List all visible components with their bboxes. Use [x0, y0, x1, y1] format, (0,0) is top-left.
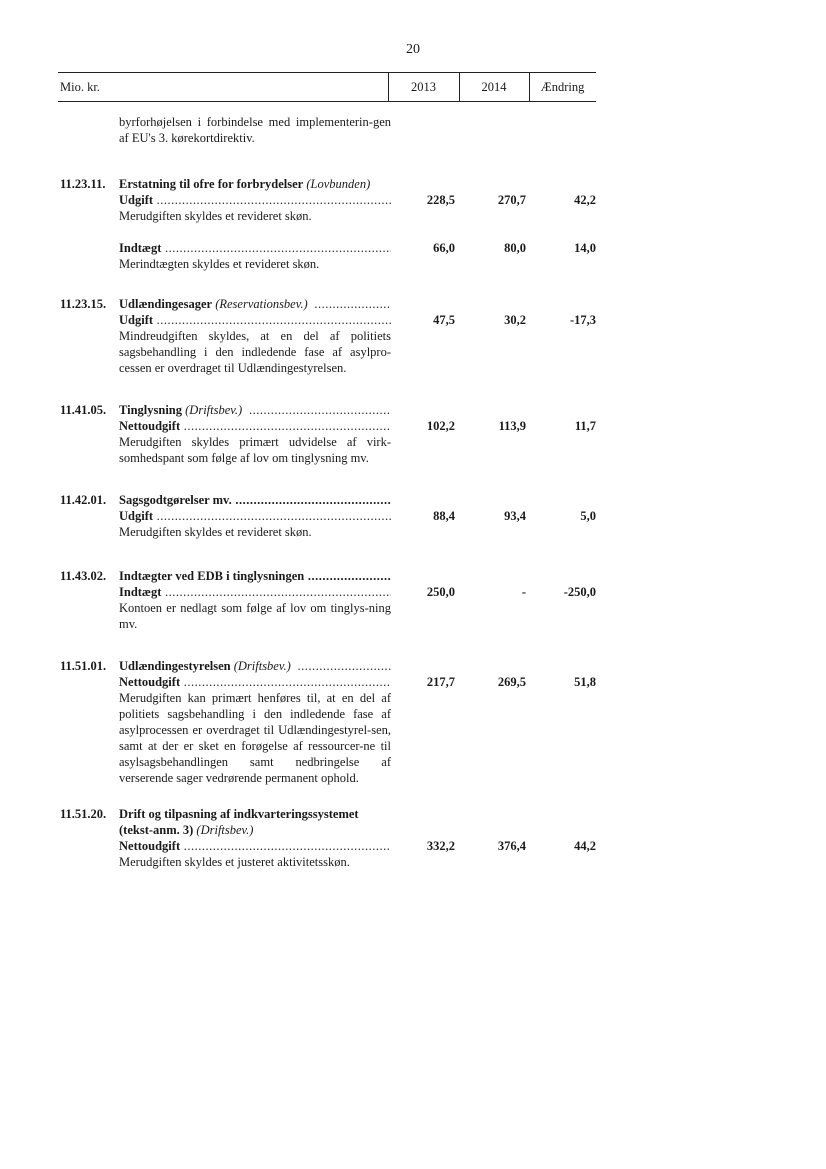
line-description: Mindreudgiften skyldes, at en del af politiets sagsbehandling i den indledende fase af asylpro-cessen er overdraget til Udlændingestyrelsen. [119, 329, 391, 375]
account-entry [60, 296, 596, 376]
account-code: 11.23.15. [60, 297, 107, 311]
account-code: 11.41.05. [60, 403, 107, 417]
account-code: 11.51.20. [60, 807, 107, 821]
line-description: Merudgiften skyldes et revideret skøn. [119, 525, 312, 539]
value-2013: 332,2 [426, 839, 455, 853]
account-title-bold: Tinglysning [119, 403, 183, 417]
account-title-italic: (Driftsbev.) [185, 403, 243, 417]
value-2014: 376,4 [497, 839, 526, 853]
line-label: Udgift [119, 313, 154, 327]
account-title-italic: (Lovbunden) [306, 177, 371, 191]
line-description: Merindtægten skyldes et revideret skøn. [119, 257, 320, 271]
account-title [119, 806, 391, 838]
account-title [119, 568, 391, 584]
line-description: Merudgiften skyldes et revideret skøn. [119, 209, 312, 223]
account-entry [60, 568, 596, 632]
line-description: Merudgiften skyldes primært udvidelse af virk-somhedspant som følge af lov om tinglysning mv. [119, 435, 391, 465]
account-code: 11.23.11. [60, 177, 106, 191]
line-label: Nettoudgift [119, 675, 181, 689]
value-change: 11,7 [574, 419, 596, 433]
line-description: Merudgiften skyldes et justeret aktivitetsskøn. [119, 855, 350, 869]
value-2013: 88,4 [433, 509, 455, 523]
value-row [60, 508, 596, 524]
account-title-italic: (Driftsbev.) [233, 659, 291, 673]
line-label: Udgift [119, 509, 154, 523]
value-2014: 269,5 [497, 675, 526, 689]
page-number: 20 [406, 42, 420, 57]
col-change-header: Ændring [540, 80, 585, 94]
account-entry [60, 806, 596, 870]
account-code: 11.43.02. [60, 569, 107, 583]
value-2013: 250,0 [426, 585, 455, 599]
value-change: 51,8 [574, 675, 596, 689]
value-row [60, 674, 596, 690]
value-2013: 217,7 [426, 675, 455, 689]
line-label: Udgift [119, 193, 154, 207]
value-2014: 270,7 [497, 193, 526, 207]
col-2014-header: 2014 [481, 80, 507, 94]
value-change: 42,2 [574, 193, 596, 207]
line-label: Indtægt [119, 241, 162, 255]
account-code: 11.42.01. [60, 493, 107, 507]
value-2013: 66,0 [433, 241, 455, 255]
line-description: Kontoen er nedlagt som følge af lov om tinglys-ning mv. [119, 601, 391, 631]
account-title-bold: Indtægter ved EDB i tinglysningen [119, 569, 305, 583]
account-title-bold: Sagsgodtgørelser mv. [119, 493, 232, 507]
intro-text: byrforhøjelsen i forbindelse med implementerin-gen af EU's 3. kørekortdirektiv. [119, 115, 391, 145]
account-title [119, 296, 391, 312]
value-2014: 80,0 [504, 241, 526, 255]
account-title-bold: Drift og tilpasning af indkvarteringssystemet (tekst-anm. 3) [119, 807, 359, 837]
value-2014: 113,9 [498, 419, 526, 433]
line-label: Nettoudgift [119, 419, 181, 433]
line-description: Merudgiften kan primært henføres til, at en del af politiets sagsbehandling i den indledende fase af asylprocessen er overdraget til Udlændingestyrel-sen, samt at der er sket en forøgelse af ressourcer-ne til asylsagsbehandlingen samt nedbringelse af verserende sager vedrørende permanent ophold. [119, 691, 391, 785]
account-entry [60, 402, 596, 466]
account-title [119, 176, 391, 192]
value-2014: 30,2 [504, 313, 526, 327]
account-title-bold: Erstatning til ofre for forbrydelser [119, 177, 304, 191]
account-title-italic: (Reservationsbev.) [215, 297, 308, 311]
value-2013: 47,5 [433, 313, 455, 327]
value-2013: 102,2 [426, 419, 455, 433]
value-row [60, 240, 596, 256]
account-title-bold: Udlændingestyrelsen [119, 659, 231, 673]
value-row [60, 312, 596, 328]
value-change: -250,0 [563, 585, 596, 599]
line-label: Indtægt [119, 585, 162, 599]
value-2013: 228,5 [426, 193, 455, 207]
value-row [60, 192, 596, 208]
col-2013-header: 2013 [411, 80, 436, 94]
account-title [119, 492, 391, 508]
table-header [58, 72, 596, 102]
value-change: 14,0 [574, 241, 596, 255]
account-entry [60, 492, 596, 540]
account-title-italic: (Driftsbev.) [196, 823, 254, 837]
value-change: 5,0 [580, 509, 596, 523]
value-row [60, 838, 596, 854]
account-title-bold: Udlændingesager [119, 297, 213, 311]
value-row [60, 418, 596, 434]
value-row [60, 584, 596, 600]
account-title [119, 658, 391, 674]
value-2014: 93,4 [504, 509, 526, 523]
unit-label: Mio. kr. [60, 80, 100, 94]
value-change: -17,3 [569, 313, 596, 327]
account-entry [60, 658, 596, 786]
value-2014: - [521, 585, 526, 599]
account-entry [60, 176, 596, 272]
line-label: Nettoudgift [119, 839, 181, 853]
value-change: 44,2 [574, 839, 596, 853]
account-title [119, 402, 391, 418]
account-code: 11.51.01. [60, 659, 107, 673]
